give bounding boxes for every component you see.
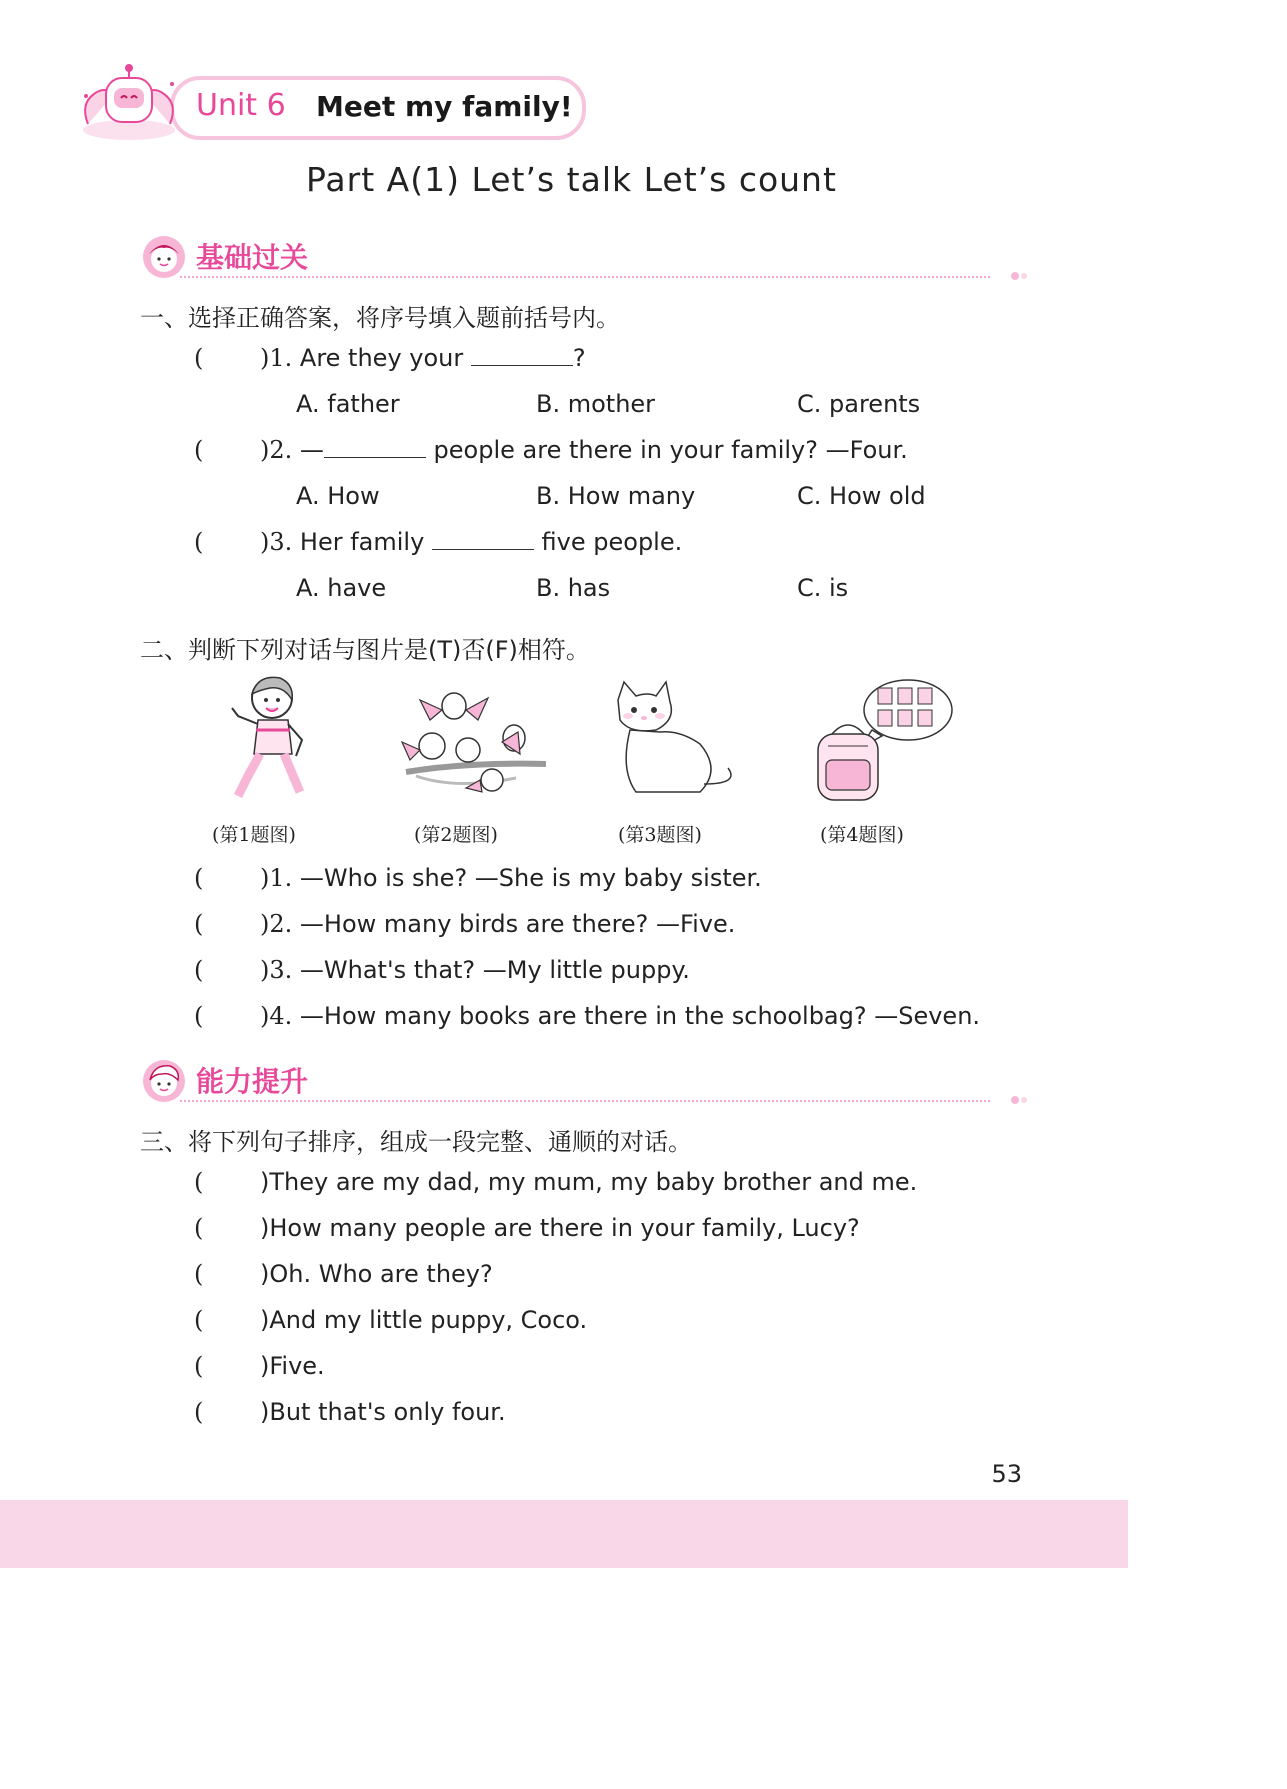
- item-number: )1.: [260, 864, 293, 892]
- question-number: )2.: [260, 436, 293, 464]
- judgement-item-4: [194, 1002, 980, 1030]
- sentence-text: )Five.: [260, 1352, 325, 1380]
- part3-instruction: 三、将下列句子排序，组成一段完整、通顺的对话。: [140, 1128, 692, 1156]
- ordering-item: [194, 1168, 917, 1196]
- question-2: [194, 436, 908, 464]
- question-text: five people.: [533, 528, 683, 556]
- question-1: [194, 344, 586, 372]
- section-heading-label: 基础过关: [196, 241, 309, 274]
- answer-bracket[interactable]: (: [194, 344, 204, 372]
- decorative-dots-icon: [1010, 1094, 1030, 1106]
- option-c: C. is: [797, 574, 849, 602]
- item-text: —How many birds are there? —Five.: [299, 910, 736, 938]
- option-a: A. How: [296, 482, 380, 510]
- unit-title: Meet my family!: [316, 90, 573, 123]
- answer-bracket[interactable]: (: [194, 1214, 204, 1242]
- judgement-item-2: [194, 910, 735, 938]
- ordering-item: [194, 1306, 587, 1334]
- boy-avatar-icon: [140, 1058, 188, 1104]
- robot-mascot-icon: [74, 64, 184, 142]
- option-c: C. How old: [797, 482, 926, 510]
- answer-bracket[interactable]: (: [194, 864, 204, 892]
- answer-bracket[interactable]: (: [194, 956, 204, 984]
- judgement-item-3: [194, 956, 690, 984]
- question-text: —: [299, 436, 324, 464]
- question-3: [194, 528, 682, 556]
- picture-caption: (第2题图): [414, 824, 498, 846]
- option-c: C. parents: [797, 390, 921, 418]
- part1-instruction: 一、选择正确答案，将序号填入题前括号内。: [140, 304, 620, 332]
- item-number: )2.: [260, 910, 293, 938]
- judgement-item-1: [194, 864, 762, 892]
- answer-bracket[interactable]: (: [194, 1352, 204, 1380]
- option-b: B. How many: [536, 482, 696, 510]
- unit-banner: [70, 70, 582, 140]
- question-text: Her family: [299, 528, 432, 556]
- option-b: B. has: [536, 574, 611, 602]
- answer-bracket[interactable]: (: [194, 436, 204, 464]
- sentence-text: )Oh. Who are they?: [260, 1260, 493, 1288]
- answer-bracket[interactable]: (: [194, 1306, 204, 1334]
- option-a: A. father: [296, 390, 400, 418]
- sentence-text: )They are my dad, my mum, my baby brother and me.: [260, 1168, 918, 1196]
- section-heading-advanced: [140, 1058, 1030, 1108]
- item-text: —How many books are there in the schoolbag? —Seven.: [299, 1002, 981, 1030]
- schoolbag-illustration: [806, 676, 956, 806]
- page-number: 53: [991, 1460, 1022, 1488]
- question-number: )1.: [260, 344, 293, 372]
- cat-illustration: [600, 680, 750, 810]
- ordering-item: [194, 1352, 325, 1380]
- running-boy-illustration: [196, 672, 346, 802]
- question-text: people are there in your family? —Four.: [425, 436, 908, 464]
- question-text: ?: [572, 344, 586, 372]
- option-a: A. have: [296, 574, 387, 602]
- section-heading-label: 能力提升: [196, 1065, 309, 1098]
- ordering-item: [194, 1260, 493, 1288]
- question-text: Are they your: [299, 344, 471, 372]
- fill-blank[interactable]: [471, 345, 573, 366]
- answer-bracket[interactable]: (: [194, 910, 204, 938]
- section-divider: [180, 1100, 990, 1102]
- answer-bracket[interactable]: (: [194, 528, 204, 556]
- option-b: B. mother: [536, 390, 656, 418]
- item-number: )4.: [260, 1002, 293, 1030]
- page-title: Part A(1) Let’s talk Let’s count: [306, 160, 837, 199]
- answer-bracket[interactable]: (: [194, 1002, 204, 1030]
- decorative-dots-icon: [1010, 270, 1030, 282]
- part2-instruction: 二、判断下列对话与图片是(T)否(F)相符。: [140, 636, 590, 664]
- footer-band: [0, 1500, 1128, 1568]
- picture-caption: (第3题图): [618, 824, 702, 846]
- picture-caption: (第1题图): [212, 824, 296, 846]
- unit-number: Unit 6: [196, 88, 286, 123]
- ordering-item: [194, 1214, 860, 1242]
- item-text: —What's that? —My little puppy.: [299, 956, 690, 984]
- answer-bracket[interactable]: (: [194, 1168, 204, 1196]
- fill-blank[interactable]: [432, 529, 534, 550]
- answer-bracket[interactable]: (: [194, 1398, 204, 1426]
- answer-bracket[interactable]: (: [194, 1260, 204, 1288]
- fill-blank[interactable]: [324, 437, 426, 458]
- girl-avatar-icon: [140, 234, 188, 280]
- picture-caption: (第4题图): [820, 824, 904, 846]
- sentence-text: )And my little puppy, Coco.: [260, 1306, 588, 1334]
- section-heading-basic: [140, 234, 1030, 284]
- five-birds-illustration: [396, 680, 546, 810]
- item-text: —Who is she? —She is my baby sister.: [299, 864, 762, 892]
- item-number: )3.: [260, 956, 293, 984]
- question-number: )3.: [260, 528, 293, 556]
- ordering-item: [194, 1398, 506, 1426]
- section-divider: [180, 276, 990, 278]
- sentence-text: )How many people are there in your family, Lucy?: [260, 1214, 860, 1242]
- sentence-text: )But that's only four.: [260, 1398, 506, 1426]
